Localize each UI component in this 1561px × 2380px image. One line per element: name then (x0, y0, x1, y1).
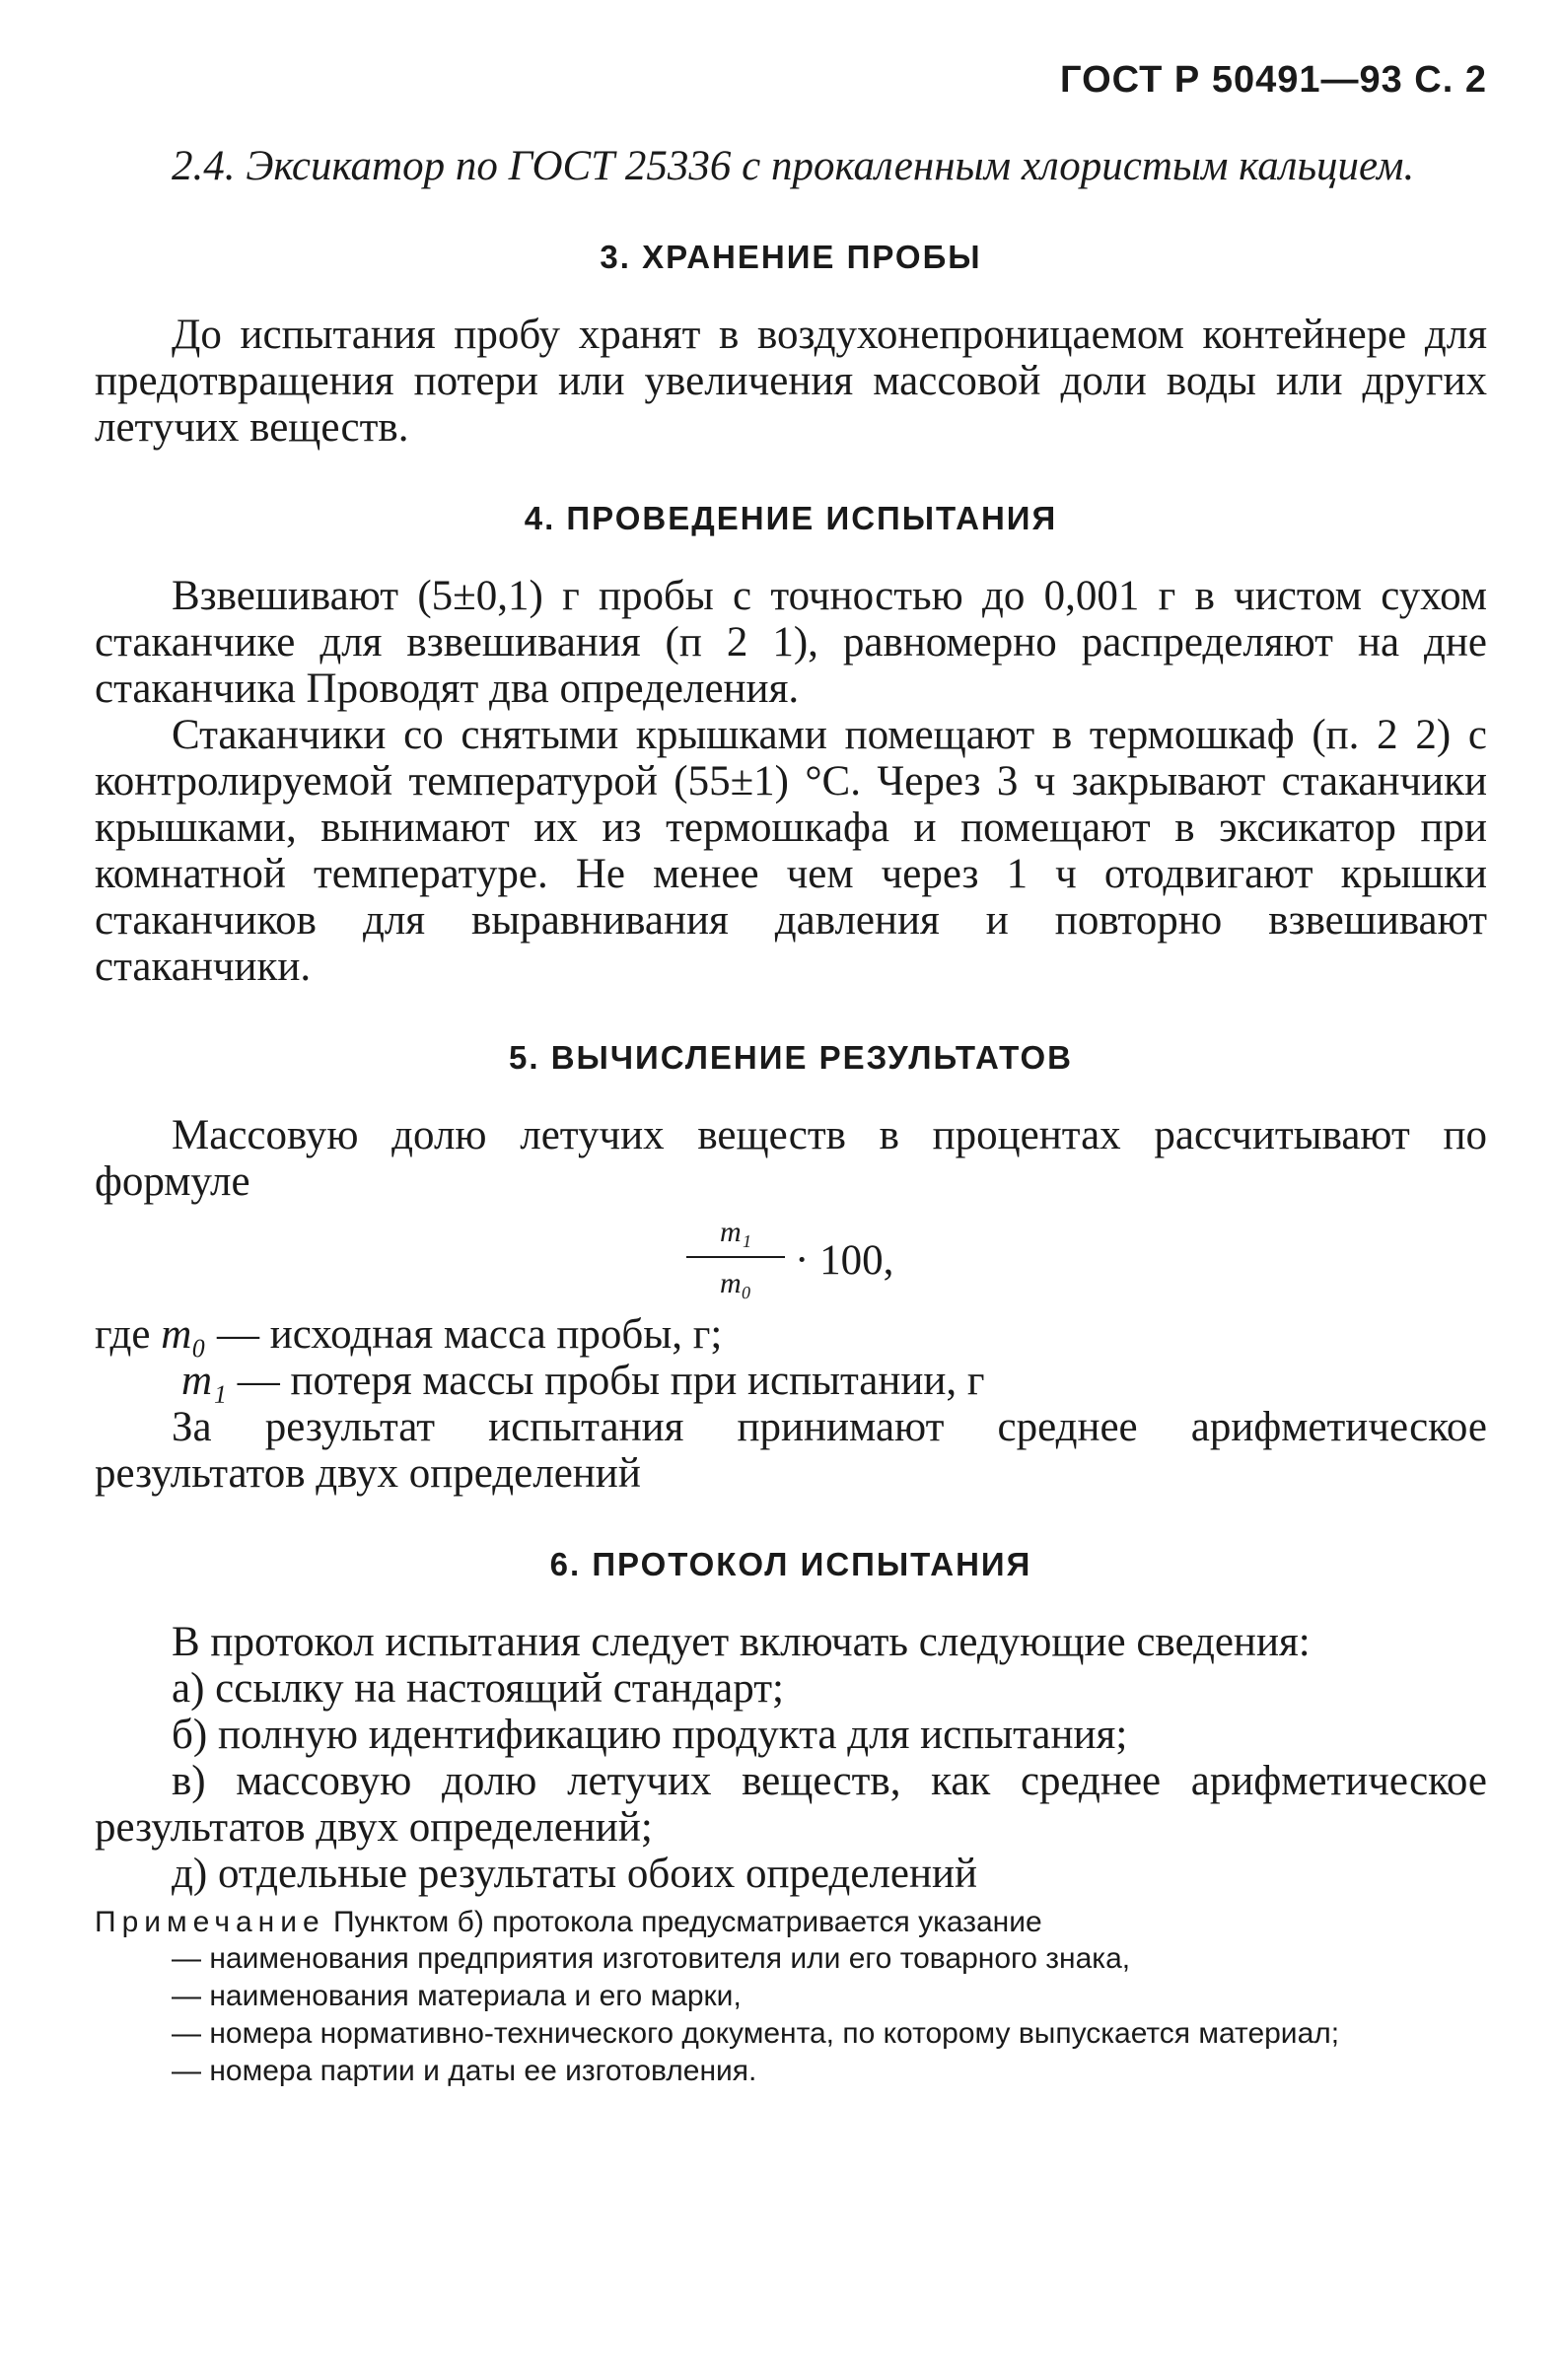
section-5-result: За результат испытания принимают среднее арифметическое результатов двух определений (95, 1404, 1487, 1497)
formula-multiplier: · 100, (795, 1237, 894, 1284)
note-text: Пунктом б) протокола предусматривается указание (324, 1906, 1042, 1938)
running-header: ГОСТ Р 50491—93 С. 2 (1060, 59, 1487, 101)
section-3-paragraph: До испытания пробу хранят в воздухонепроницаемом контейнере для предотвращения потери или увеличения массовой доли воды или других летучих веществ. (95, 312, 1487, 451)
fraction-bar (686, 1256, 785, 1258)
item-2-4: 2.4. Эксикатор по ГОСТ 25336 с прокаленным хлористым кальцием. (172, 143, 1415, 189)
section-5-intro: Массовую долю летучих веществ в процентах рассчитывают по формуле (95, 1112, 1487, 1205)
section-5-title: 5. ВЫЧИСЛЕНИЕ РЕЗУЛЬТАТОВ (509, 1039, 1073, 1076)
formula-fraction (686, 1213, 785, 1303)
note-item-3: — номера нормативно-технического документа, по которому выпускается материал; (172, 2017, 1340, 2050)
note-item-4: — номера партии и даты ее изготовления. (172, 2055, 757, 2087)
note-item-2: — наименования материала и его марки, (172, 1980, 742, 2012)
symbol-m0: m₀ (161, 1311, 207, 1358)
section-6-intro: В протокол испытания следует включать следующие сведения: (172, 1619, 1311, 1665)
symbol-m1: m₁ (181, 1358, 228, 1404)
formula-denominator: m₀ (719, 1267, 752, 1299)
note (95, 1905, 1487, 1940)
formula (95, 1213, 1487, 1307)
where-m0-text: — исходная масса пробы, г; (206, 1311, 723, 1358)
section-3-title: 3. ХРАНЕНИЕ ПРОБЫ (600, 239, 982, 275)
note-label: Примечание (95, 1906, 325, 1938)
document-page (95, 59, 1487, 2090)
protocol-item-a: а) ссылку на настоящий стандарт; (172, 1665, 784, 1712)
protocol-item-d: д) отдельные результаты обоих определений (172, 1851, 978, 1897)
protocol-item-v: в) массовую долю летучих веществ, как среднее арифметическое результатов двух определений; (95, 1758, 1487, 1851)
note-item-1: — наименования предприятия изготовителя или его товарного знака, (172, 1942, 1131, 1975)
section-4-title: 4. ПРОВЕДЕНИЕ ИСПЫТАНИЯ (524, 500, 1058, 536)
section-4-paragraph-1: Взвешивают (5±0,1) г пробы с точностью до 0,001 г в чистом сухом стаканчике для взвешивания (п 2 1), равномерно распределяют на дне стаканчика Проводят два определения. (95, 573, 1487, 712)
protocol-item-b: б) полную идентификацию продукта для испытания; (172, 1712, 1128, 1758)
formula-numerator: m₁ (719, 1216, 752, 1248)
where-m1-text: — потеря массы пробы при испытании, г (227, 1358, 985, 1404)
section-6-title: 6. ПРОТОКОЛ ИСПЫТАНИЯ (549, 1546, 1032, 1582)
section-4-paragraph-2: Стаканчики со снятыми крышками помещают в термошкаф (п. 2 2) с контролируемой температурой (55±1) °С. Через 3 ч закрывают стаканчики крышками, вынимают их из термошкафа и помещают в эксикатор при комнатной температуре. Не менее чем через 1 ч отодвигают крышки стаканчиков для выравнивания давления и повторно взвешивают стаканчики. (95, 712, 1487, 990)
where-m1 (95, 1358, 1487, 1404)
where-lead: где (95, 1311, 162, 1358)
where-m0 (95, 1311, 1487, 1358)
